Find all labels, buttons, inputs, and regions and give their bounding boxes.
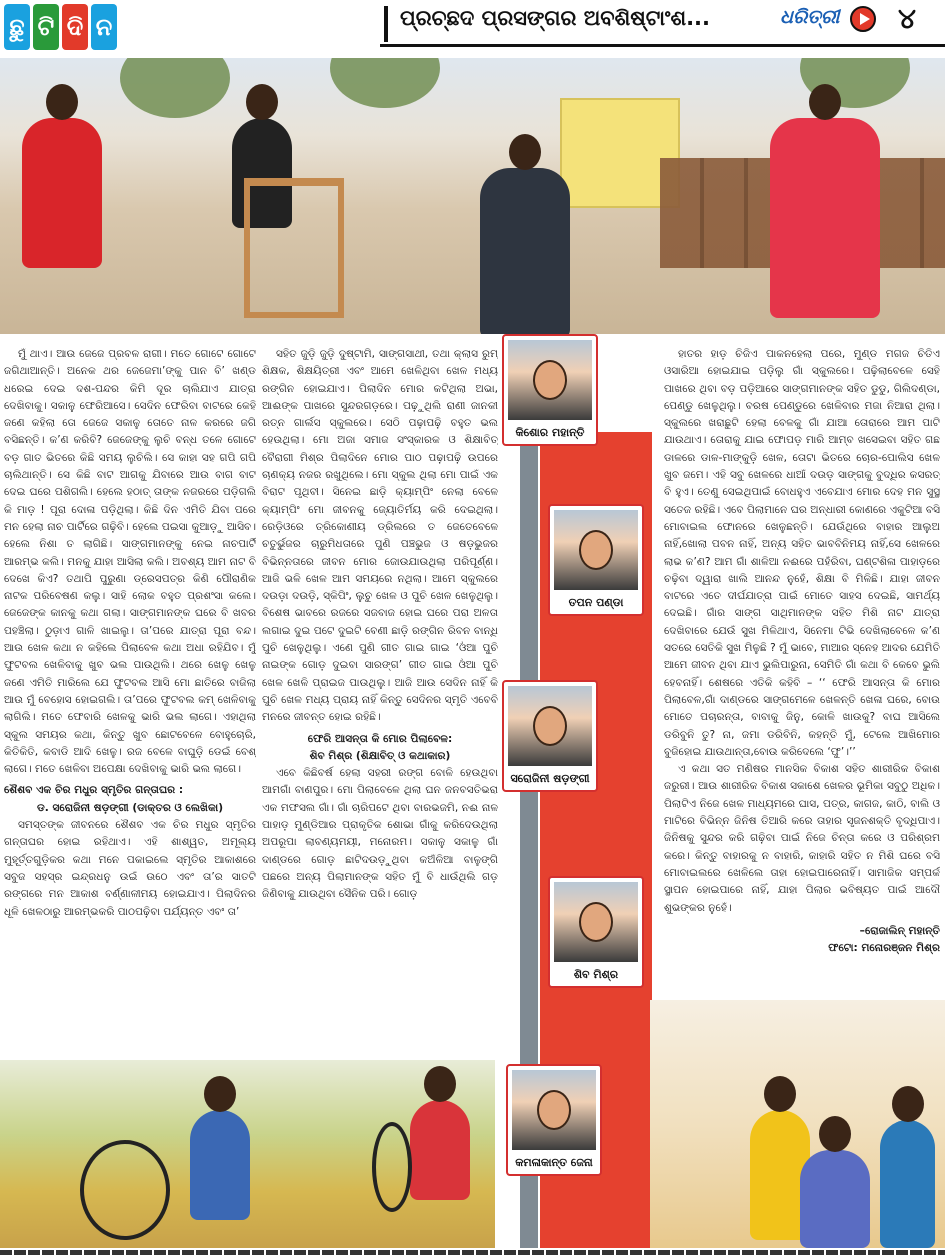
- article-column-1: [4, 346, 256, 1058]
- person-icon: [533, 706, 567, 746]
- portrait-card: [548, 876, 644, 988]
- footer-rule: [0, 1250, 945, 1255]
- masthead-tile: ଟି: [33, 4, 59, 50]
- header-rule: [380, 44, 945, 47]
- portrait-name: ଶିବ ମିଶ୍ର: [573, 968, 619, 981]
- wooden-walker: [244, 178, 344, 318]
- portrait-photo: [508, 686, 592, 766]
- article-column-2: [262, 346, 498, 1052]
- boy-running-figure: [190, 1110, 250, 1220]
- girl-in-red-figure: [22, 118, 102, 268]
- person-icon: [579, 530, 613, 570]
- article-paragraph: ସମସ୍ତଙ୍କ ଜୀବନରେ ଶୈଶବ ଏକ ଚିର ମଧୁର ସ୍ମୃତିର ଗନ୍ତାଘର ହୋଇ ରହିଥାଏ। ଏହି ଶାଶ୍ୱତ, ଅମୂଲ୍ୟ ମୁହୂର୍ତ୍ତଗୁଡ଼ିକର କଥା ମନେ ପକାଇଲେ ସ୍ମୃତିର ଆକାଶରେ ସବୁଜ ସହସ୍ର ଇନ୍ଦ୍ରଧନୁ ଉଇଁ ଉଠେ ଏବଂ ତା’ର ସାତଟି ରଙ୍ଗରେ ମନ ଆକାଶ ବର୍ଣ୍ଣାଳୀମୟ ହୋଇଯାଏ। ପିଲାଦିନର ଧୂଳି ଖେଳଠାରୁ ଆରମ୍ଭକରି ପାଠପଢ଼ିବା ପର୍ଯ୍ୟନ୍ତ ଏବଂ ତା’: [4, 819, 256, 918]
- portrait-photo: [554, 510, 638, 590]
- tree-shape: [120, 58, 230, 118]
- article-paragraph: ସହିତ ଜୁଡ଼ି ଜୁଡ଼ି ଦୁଷ୍ଟାମି, ସାଙ୍ଗସାଥୀ, ତଥା କ୍ଲାସ ରୁମ୍ ଶିକ୍ଷକ, ଶିକ୍ଷୟିତ୍ରୀ ଏବଂ ଆମେ ଖେଳିଥିବା ଖେଳ ମଧ୍ୟ ରଙ୍ଗିନ ହୋଇଯାଏ। ପିଲାଦିନ ମୋର କଟିଥିଲା ଅଭା, ଆଈଙ୍କ ପାଖରେ ସୁନ୍ଦରଗଡ଼ରେ। ପଢ଼ୁଥିଲି ରାଣୀ ଜାନକୀ ରତ୍ନ ଗାର୍ଲସ ସ୍କୁଲରେ। ସେଠି ପଢ଼ାପଢ଼ି ବହୁତ ଭଲ ହେଉଥିଲା। ମୋ ଅଜା ସମାଜ ସଂସ୍କାରକ ଓ ଶିକ୍ଷାବିତ୍ ବୈରାଗୀ ମିଶ୍ର ପିଲାଦିନେ ମୋର ପାଠ ପଢ଼ାପଢ଼ି ଉପରେ ଚାଣକ୍ୟ ନଜର ରଖୁଥିଲେ। ମୋ ସ୍କୁଲ ଥିଲା ମୋ ପାଇଁ ଏକ ବିରାଟ ପୃଥିବୀ। ସିନେଇ ଛାଡ଼ି କ୍ୟାମ୍ପିଂ ନେଲା ବେଳେ କ୍ୟାମ୍ପିଂ ମୋ ଜୀବନକୁ ଜ୍ୟୋତିର୍ମୟ କରି ଦେଇଥିଲା। ରେଡ଼ିଓରେ ତ୍ରିକୋଣୀୟ ଡ୍ରିଲରେ ତ ଜେତେବେଳେ ଚତୁର୍ଭୁଜର ଚାରୁମିଧତାରେ ପୁଣି ପଞ୍ଚଭୁଜ ଓ ଷଡ଼ଭୁଜର ବିଭିନ୍ନତାରେ ଜୀବନ ମୋର ଜୋଉଯାଉଥିଲା ପରିପୂର୍ଣ୍ଣ। ଆଜି ଭଳି ଖେଳ ଆମ ସମୟରେ ନଥିଲା। ଆମେ ସ୍କୁଲରେ ଦଉଡ଼ା ଦଉଡ଼ି, ସ୍କିପିଂ, ଲୁଚୁ ଖେଳ ଓ ପୁଚି ଖେଳ ଖେଳୁଥିଲୁ। ବିଶେଷ ଭାବରେ ରଜରେ ସଜବାଜ ହୋଇ ଘରେ ପରା ଅଳତା ଲଗାଇ ଦୁଇ ପଟେ ଦୁଇଟି ବେଣୀ ଛାଡ଼ି ରଙ୍ଗିନ ରିବନ ବାନ୍ଧି ପୁଚି ଖେଳୁଥିଲୁ। ଏଣେ ପୁଣି ଗୀତ ଗାଇ ଗାଇ ‘ଓଁଆ ପୁଚି ନାଇଙ୍କ ଗୋଡ଼ ଦୁଇବା ସାରଙ୍ଗ’ ଗୀତ ଗାଇ ଓଁଆ ପୁଚି ଖେଳ ଖେଳି ପ୍ରାଇଜ ପାଉଥିଲୁ। ଆଜି ଆଉ ସେଦିନ ନାହିଁ କି ପୁଚି ଖେଳ ମଧ୍ୟ ପ୍ରାୟ ନାହିଁ କିନ୍ତୁ ସେଦିନର ସ୍ମୃତି ଏବେବି ମନରେ ଜୀବନ୍ତ ହୋଇ ରହିଛି।: [262, 348, 498, 724]
- child-figure: [880, 1120, 935, 1248]
- portrait-card: [506, 1064, 602, 1176]
- play-icon: [850, 6, 876, 32]
- boy-running-figure: [410, 1100, 470, 1200]
- child-figure: [800, 1150, 870, 1248]
- author-credit: –ରୋଜାଲିନ୍ ମହାନ୍ତି: [859, 924, 940, 937]
- portrait-photo: [554, 882, 638, 962]
- section-title: ପ୍ରଚ୍ଛଦ ପ୍ରସଙ୍ଗର ଅବଶିଷ୍ଟାଂଶ...: [400, 6, 710, 30]
- boy-bending-figure: [480, 168, 570, 334]
- subheading: ଫେରି ଆସନ୍ତା କି ମୋର ପିଲାବେଳ:: [307, 732, 453, 745]
- page-header: [0, 0, 945, 58]
- person-icon: [579, 902, 613, 942]
- portrait-card: [548, 504, 644, 616]
- photo-credit: ଫଟୋ: ମନୋରଞ୍ଜନ ମିଶ୍ର: [828, 942, 940, 955]
- children-playing-photo: [0, 58, 945, 334]
- article-paragraph: ଏବେ କିଛିବର୍ଷ ହେଲା ସହରୀ ରଙ୍ଗ ବୋଳି ହେଉଥିବା ଆମଗାଁ ବାଣପୁର। ମୋ ପିଲାବେଳେ ଥିଲା ଘନ ଜନବସତିଭରା ଏକ ମଫସଲ ଗାଁ। ଗାଁ ଚାରିପଟେ ଥିବା ବାରଭଜମି, ନଈ ନାଳ ପାହାଡ଼ ମୁଣ୍ଡିଆର ପ୍ରାକୃତିକ ଶୋଭା ଗାଁକୁ କରିଦେଉଥିଲା ଅପରୂପା ଲାବଣ୍ୟମୟୀ, ମନୋରମ। ସକାଳୁ ସକାଳୁ ଗାଁ ଦାଣ୍ଡରେ ଗୋଡ଼ ଛାଟିଦଉଡ଼ୁଥିବା କଅଁଳିଆ ବାଳୁଙ୍ଗି ପଛରେ ଅନ୍ୟ ପିଲାମାନଙ୍କ ସହିତ ମୁଁ ବି ଧାଉଁଥିଲି ଗଡ଼ ଜିଣିବାକୁ ଯାଉଥିବା ସୈନିକ ପରି। ଗୋଡ଼: [262, 767, 498, 901]
- newspaper-brand: ଧରିତ୍ରୀ: [780, 6, 840, 28]
- article-paragraph: ହାତର ହାଡ଼ ଚିଜିଏ ପାକନହେଲା ପରେ, ମୁଣ୍ଡ ମଗଜ ଚିତିଏ ଓସାରିଆ ହୋଇଯାଇ ପଡ଼ିଲୁ ଗାଁ ସ୍କୁଲରେ। ପଢ଼ିଲାବେଳେ ସେହି ପାଖରେ ଥିବା ବଡ଼ ପଡ଼ିଆରେ ସାଙ୍ଗମାନଙ୍କ ସହିତ ଡୁଡୁ, ଗିଲିଦଣ୍ଡା, ପେଣ୍ଡୁ ଖେଳୁଥିଲୁ। ବରଷ ପେଣ୍ଡୁରେ ଖେଳିବାର ମଜା ନିଆରା ଥିଲା। ସ୍କୁଲରେ ଖରାଛୁଟି ହେଲା ବେଳକୁ ଗାଁ ଯାଆ ତୋରାରେ ଆମ ପାଟି ଯାଉଥାଏ। ତୋରାକୁ ଯାଇ ଫୋପଡ଼ ମାରି ଆମ୍ବ ଖସେଇବା ସହିତ ଗଛ ଡାଳରେ ଡାଳ-ମାଙ୍କୁଡ଼ି ଖେଳ, ତୋଟା ଭିତରେ ଚୋର-ପୋଲିସ ଖେଳ ଖୁବ ଜମେ। ଏହି ସବୁ ଖେଳରେ ଧାଆଁ ଦଉଡ଼ ସାଙ୍ଗକୁ ବୁଦ୍ଧିର କସରତ୍ ବି ହୁଏ। ତେଣୁ ସେଇଥିପାଇଁ ବୋଧହୁଏ ଏବେଯାଏ ମୋର ଦେହ ମନ ସୁସ୍ଥ ସତେଜ ରହିଛି। ଏବେ ପିଲାମାନେ ଘର ଅନ୍ଧାରୀ କୋଣରେ ଏକୁଟିଆ ବସି ମୋବାଇଲ ଫୋନରେ ଖେଳୁଛନ୍ତି। ଯେଉଁଥିରେ ବାହାର ଆଲୁଅ ନାହିଁ,ଖୋଲା ପବନ ନାହିଁ, ଅନ୍ୟ ସହିତ ଭାବବିନିମୟ ନାହିଁ,ସେ ଖେଳରେ ଲାଭ କ’ଣ? ଆମ ଗାଁ ଶାଳିଆ ନଈରେ ପହଁରିବା, ଘଣ୍ଟଶିଳା ପାହାଡ଼ରେ ଚଢ଼ିବା ଦ୍ୱାରା ଖାଲି ଆନନ୍ଦ ନୁହେଁ, ଶିକ୍ଷା ବି ମିଳିଛି। ଯାହା ଜୀବନ ବାଟରେ ଏତେ ଦୀର୍ଘଯାତ୍ରା ପାଇଁ ମୋତେ ସାହସ ଦେଇଛି, ସାମର୍ଥ୍ୟ ଦେଇଛି। ଗାଁର ସାଙ୍ଗ ସାଥିମାନଙ୍କ ସହିତ ମିଶି ନାଟ ଯାତ୍ରା ଦେଖିବାରେ ଯେଉଁ ସୁଖ ମିଳିଥାଏ, ସିନେମା ଟିଭି ଦେଖିଲାବେଳେ କ’ଣ ସତରେ ସେତିକି ସୁଖ ମିଳୁଛି ? ମୁଁ ଭାବେ, ମାଆର ସ୍ନେହ ଆଦର ଯେମିତି ଆମେ ଜୀବନ ଥିବା ଯାଏ ଭୁଲିପାରୁନା, ସେମିତି ଗାଁ କଥା ବି କେବେ ଭୁଲି ହେବନାହିଁ। ଶେଷରେ ଏତିକି କହିବି – ‘‘ ଫେରି ଆସନ୍ତା କି ମୋର ପିଲାବେଳ,ଗାଁ ଦାଣ୍ଡରେ ସାଙ୍ଗମେଳେ ଖେଳନ୍ତି ଖେଳା ଘରେ, ବୋଉ ମୋତେ ପଚାରନ୍ତା, ବାବାକୁ ଜିନୁ, କୋଳି ଖାଉକୁ? ବାଘ ଆସିଲେ ଡରିବୁନି ତୁ? ନା, ଜମା ଡରିବିନି, କହନ୍ତି ମୁଁ, ଟେଲେ ଆଖିମୋର ବୁଜିହୋଇ ଯାଉଥାନ୍ତା,ବୋଉ କରିଦେଲେ ‘ଫୁ’।’’: [664, 348, 940, 758]
- portrait-photo: [512, 1070, 596, 1150]
- byline: ଶିବ ମିଶ୍ର (ଶିକ୍ଷାବିତ୍ ଓ କଥାକାର): [309, 749, 451, 762]
- portrait-name: ତପନ ପଣ୍ଡା: [568, 596, 624, 609]
- portrait-card: [502, 680, 598, 792]
- children-wheel-race-photo: [0, 1060, 495, 1248]
- masthead-tile: ଛୁ: [4, 4, 30, 50]
- person-icon: [537, 1090, 571, 1130]
- page-number: ୪: [898, 2, 916, 35]
- wheel-hoop: [372, 1122, 412, 1212]
- portrait-name: ସରୋଜିନୀ ଷଡ଼ଙ୍ଗୀ: [510, 772, 590, 785]
- children-kites-photo: [650, 1000, 945, 1248]
- article-paragraph: ମୁଁ ଥାଏ। ଆଉ ଜେଜେ ପ୍ରବଳ ରାଗୀ। ମତେ ଗୋଟେ ଗୋଟେ ଜଗିଥାଆନ୍ତି। ଅନେକ ଥର ଜେଜେମା’ଙ୍କୁ ପାନ ବି’ ଖଣ୍ଡ ଧରେଇ ଦେଇ ଦଶ-ପନ୍ଦର କିମି ଦୂର ଚାଲିଯାଏ ଯାତ୍ରା ଦେଖିବାକୁ। ସକାଳୁ ଫେରିଆସେ। ସେଦିନ ଫେରିବା ବାଟରେ କେହି ଜଣେ କହିଲା ତୋ ଜେଜେ ସକାଳୁ ତୋତେ ନାଳ କରରେ ଜଗି ବସିଛନ୍ତି। କ’ଣ କରିବି? ଜେଜେଙ୍କୁ ଲୁଚି ବନ୍ଧ ତଳେ ଗୋଟେ ବଡ଼ ଗାତ ଭିତରେ କିଛି ସମୟ ଲୁଚିଲି। ସେ କାହା ସହ ଗପି ଗପି ଚାଲିଥାନ୍ତି। ସେ କିଛି ବାଟ ଆଗକୁ ଯିବାରେ ଆଉ ବାଗ ବାଟ ଦେଇ ଘରେ ପଶିଗଲି। ହେଲେ ହଠାତ୍ ତାଙ୍କ ନଜରରେ ପଡ଼ିଗଲି କି ମାଡ଼ ! ପୂରା ଦୋଳା ପଡ଼ିଥିଲା। କିଛି ଦିନ ଏମିତି ଯିବା ପରେ ମନ ହେଲା ନାଚ ପାର୍ଟିରେ ଗଢ଼ିବି। ହେଲେ ପଇସା କୁଆଡ଼ୁ ଆସିବ। ହେଲେ ନିଶା ତ ଲାଗିଛି। ସାଙ୍ଗମାନଙ୍କୁ ନେଇ ନାଚପାର୍ଟି ଆରମ୍ଭ କଲି। ମନକୁ ଯାହା ଆସିଲା କଲି। ଅବଶ୍ୟ ଆମ ନାଟ ବି ଦେଖେ କିଏ? ତଥାପି ପୁରୁଣା ଡ୍ରେସପତ୍ର କିଣି ପୌରାଣିକ ନାଟକ ପରିବେଷଣ କଲୁ। ସାହି ଲୋକ ବହୁତ ପ୍ରଶଂସା କଲେ। ଜେଜେଙ୍କ କାନକୁ କଥା ଗଲା। ସାଙ୍ଗମାନଙ୍କ ଘରେ ବି ଖବର ପହଞ୍ଚିଲା। ଠୁଡ଼ାଏ ଗାଳି ଖାଇଲୁ। ତା’ପରେ ଯାତ୍ରା ପୂରା ବନ୍ଦ। ଆଉ ଖେଳ କଥା ନ କହିଲେ ପିଲାବେଳ କଥା ଅଧା ରହିଯିବ। ମୁଁ ଫୁଟବଲ ଖେଳିବାକୁ ଖୁବ ଭଲ ପାଉଥିଲି। ଥରେ ଖେଳୁ ଖେଳୁ ଜଣେ ଏମିତି ମାରିଲେ ଯେ ଫୁଟବଲ ଆସି ମୋ ଛାତିରେ ବାଜିଲା ଆଉ ମୁଁ ବେହୋସ ହୋଇଗଲି। ତା’ପରେ ଫୁଟବଲ କମ୍ ଖେଳିବାକୁ ଲାଗିଲି। ମତେ ଫେବାରି ଖେଳକୁ ଭାରି ଭଲ ଲାଗେ। ଏହାଥିଲା ସ୍କୁଲ ସମୟର କଥା, କିନ୍ତୁ ଖୁବ ଛୋଟବେଳେ ବୋହୁଚୋରି, କିତିକିତି, କବାଡି ଆଦି ଖେଳୁ। ରଜ ବେଳେ ବାଘୁଡ଼ି ଡେଇଁ ବେଶ୍ ଲାଗେ। ମତେ ଖେଳିବା ଅପେକ୍ଷା ଦେଖିବାକୁ ଭାରି ଭଲ ଲାଗେ।: [4, 348, 256, 776]
- article-paragraph: ଏ କଥା ସତ ମଣିଷର ମାନସିକ ବିକାଶ ସହିତ ଶାରୀରିକ ବିକାଶ ଜରୁରୀ। ଆଉ ଶାରୀରିକ ବିକାଶ ସକାଶେ ଖେଳର ଭୂମିକା ସବୁଠୁ ଅଧିକ। ପିଲାଟିଏ ନିଜେ ଖେଳ ମାଧ୍ୟମରେ ଘାସ, ପତ୍ର, କାଗଜ, କାଠି, ବାଲି ଓ ମାଟିରେ ବିଭିନ୍ନ ଜିନିଷ ତିଆରି କରେ ତାହାର ସୃଜନଶକ୍ତି ବୃଦ୍ଧିପାଏ। ଜିନିଷକୁ ସୁନ୍ଦର କରି ଗଢ଼ିବା ପାଇଁ ନିଜେ ଚିନ୍ତା କରେ ଓ ପରିଶ୍ରମ କରେ। କିନ୍ତୁ ବାହାରକୁ ନ ବାହାରି, କାହାରି ସହିତ ନ ମିଶି ଘରେ ବସି ମୋବାଇଲରେ ଖେଳିଲେ ତାହା ହୋଇପାରେନାହିଁ। ସାମାଜିକ ସମ୍ପର୍କ ସ୍ଥାପନ ହୋଇପାରେ ନାହିଁ, ଯାହା ପିଲାର ଭବିଷ୍ୟତ ପାଇଁ ଆଦୌ ଶୁଭଙ୍କର ନୁହେଁ।: [664, 763, 940, 914]
- byline: ଡ. ସରୋଜିନୀ ଷଡ଼ଙ୍ଗୀ (ଡାକ୍ତର ଓ ଲେଖିକା): [36, 801, 224, 814]
- tree-shape: [330, 58, 440, 108]
- masthead-tile: ଦି: [62, 4, 88, 50]
- masthead-tile: ନ: [91, 4, 117, 50]
- subheading: ଶୈଶବ ଏକ ଚିର ମଧୁର ସ୍ମୃତିର ଗନ୍ତାଘର :: [4, 784, 184, 797]
- header-divider: [384, 6, 388, 42]
- article-column-3: [664, 346, 940, 996]
- person-icon: [533, 360, 567, 400]
- portrait-card: [502, 334, 598, 446]
- portrait-name: କିଶୋର ମହାନ୍ତି: [515, 426, 585, 439]
- boy-in-pink-figure: [770, 118, 880, 318]
- portrait-photo: [508, 340, 592, 420]
- portrait-name: କମଳାକାନ୍ତ ଜେନା: [515, 1156, 593, 1169]
- masthead-logo: [4, 4, 117, 50]
- wheel-hoop: [80, 1140, 170, 1240]
